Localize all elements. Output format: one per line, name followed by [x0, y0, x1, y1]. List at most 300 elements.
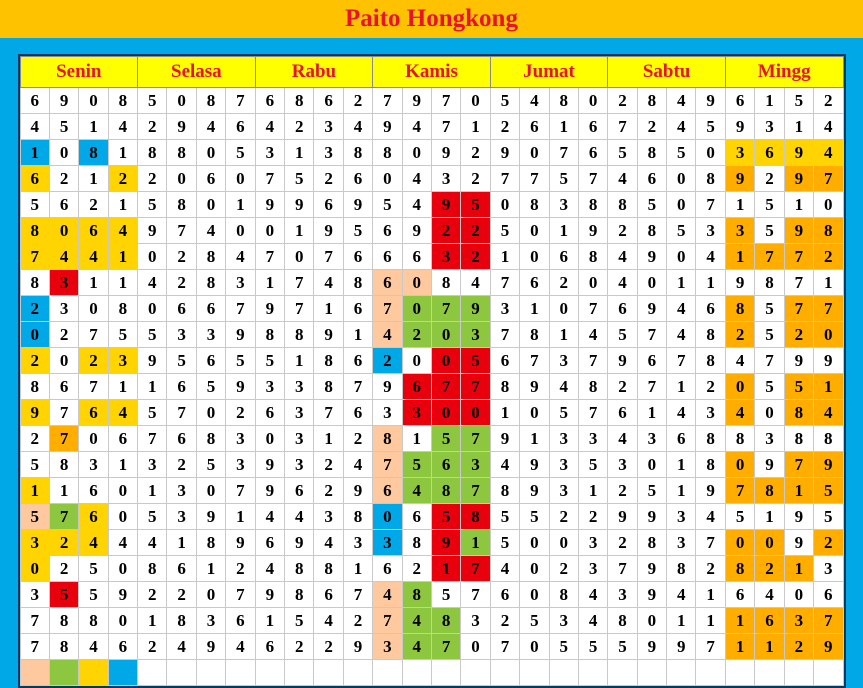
digit-cell: 6 — [255, 88, 284, 114]
digit-cell: 1 — [314, 426, 343, 452]
digit-cell: 9 — [402, 218, 431, 244]
digit-cell: 1 — [79, 270, 108, 296]
digit-cell: 6 — [226, 114, 255, 140]
digit-cell: 3 — [578, 530, 607, 556]
digit-cell: 8 — [549, 88, 578, 114]
digit-cell: 6 — [520, 114, 549, 140]
digit-cell: 1 — [667, 374, 696, 400]
digit-cell: 4 — [108, 114, 137, 140]
digit-cell: 7 — [226, 582, 255, 608]
digit-cell: 7 — [49, 400, 78, 426]
digit-cell: 7 — [20, 244, 49, 270]
digit-cell: 2 — [784, 322, 813, 348]
digit-cell: 0 — [637, 608, 666, 634]
digit-cell: 4 — [343, 114, 372, 140]
digit-cell: 4 — [255, 504, 284, 530]
digit-cell: 5 — [461, 192, 490, 218]
digit-cell: 6 — [520, 270, 549, 296]
digit-cell: 7 — [608, 556, 637, 582]
digit-cell: 2 — [79, 192, 108, 218]
digit-cell: 3 — [285, 374, 314, 400]
digit-cell: 5 — [667, 140, 696, 166]
digit-cell: 5 — [226, 348, 255, 374]
digit-cell: 5 — [608, 140, 637, 166]
digit-cell: 3 — [431, 166, 460, 192]
digit-cell: 5 — [196, 374, 225, 400]
digit-cell: 1 — [79, 166, 108, 192]
digit-cell: 7 — [461, 374, 490, 400]
digit-cell: 9 — [343, 634, 372, 660]
digit-cell: 7 — [20, 634, 49, 660]
digit-cell: 5 — [108, 322, 137, 348]
digit-cell: 6 — [402, 244, 431, 270]
digit-cell: 0 — [520, 244, 549, 270]
digit-cell: 9 — [343, 192, 372, 218]
digit-cell: 6 — [49, 374, 78, 400]
digit-cell: 3 — [226, 426, 255, 452]
digit-cell: 6 — [314, 192, 343, 218]
digit-cell: 8 — [108, 88, 137, 114]
digit-cell: 4 — [255, 114, 284, 140]
digit-cell: 0 — [196, 192, 225, 218]
digit-cell: 6 — [108, 426, 137, 452]
digit-cell: 5 — [373, 192, 402, 218]
digit-cell: 2 — [49, 556, 78, 582]
digit-cell: 8 — [637, 88, 666, 114]
digit-cell: 9 — [814, 452, 843, 478]
digit-cell: 2 — [167, 270, 196, 296]
digit-cell: 3 — [402, 400, 431, 426]
digit-cell: 9 — [637, 634, 666, 660]
digit-cell: 1 — [755, 504, 784, 530]
digit-cell: 3 — [578, 426, 607, 452]
digit-cell: 7 — [285, 270, 314, 296]
digit-cell: 6 — [373, 478, 402, 504]
digit-cell: 6 — [402, 374, 431, 400]
digit-cell: 8 — [696, 426, 725, 452]
digit-cell: 7 — [637, 374, 666, 400]
digit-cell: 2 — [608, 218, 637, 244]
digit-cell: 5 — [608, 322, 637, 348]
digit-cell: 2 — [138, 114, 167, 140]
digit-cell: 7 — [431, 88, 460, 114]
digit-cell: 5 — [138, 400, 167, 426]
digit-cell: 3 — [608, 452, 637, 478]
legend-swatch — [49, 660, 78, 686]
column-header-sabtu: Sabtu — [608, 57, 726, 88]
digit-cell: 6 — [79, 218, 108, 244]
digit-cell: 1 — [696, 270, 725, 296]
digit-cell: 2 — [608, 374, 637, 400]
digit-cell: 2 — [138, 634, 167, 660]
digit-cell: 4 — [667, 296, 696, 322]
digit-cell: 0 — [696, 140, 725, 166]
digit-cell: 4 — [608, 270, 637, 296]
digit-cell: 0 — [79, 426, 108, 452]
digit-cell: 7 — [814, 608, 843, 634]
digit-cell: 9 — [138, 218, 167, 244]
digit-cell: 0 — [784, 582, 813, 608]
digit-cell: 2 — [461, 218, 490, 244]
digit-cell: 8 — [549, 582, 578, 608]
digit-cell: 2 — [314, 634, 343, 660]
digit-cell: 7 — [226, 88, 255, 114]
digit-cell: 1 — [725, 634, 754, 660]
digit-cell: 3 — [461, 452, 490, 478]
digit-cell: 7 — [696, 634, 725, 660]
digit-cell: 1 — [725, 608, 754, 634]
digit-cell: 3 — [490, 296, 519, 322]
digit-cell: 2 — [549, 556, 578, 582]
digit-cell: 5 — [431, 504, 460, 530]
legend-empty-cell — [402, 660, 431, 686]
digit-cell: 3 — [784, 608, 813, 634]
digit-cell: 7 — [431, 374, 460, 400]
digit-cell: 1 — [20, 478, 49, 504]
digit-cell: 6 — [343, 244, 372, 270]
digit-cell: 7 — [49, 426, 78, 452]
digit-cell: 9 — [196, 634, 225, 660]
digit-cell: 2 — [755, 556, 784, 582]
digit-cell: 0 — [108, 556, 137, 582]
table-row — [20, 452, 843, 478]
table-body — [20, 88, 843, 686]
digit-cell: 4 — [814, 400, 843, 426]
digit-cell: 0 — [725, 452, 754, 478]
legend-empty-cell — [373, 660, 402, 686]
digit-cell: 0 — [667, 192, 696, 218]
digit-cell: 9 — [255, 296, 284, 322]
legend-empty-cell — [167, 660, 196, 686]
digit-cell: 3 — [373, 400, 402, 426]
digit-cell: 8 — [696, 322, 725, 348]
digit-cell: 0 — [20, 322, 49, 348]
digit-cell: 9 — [167, 114, 196, 140]
digit-cell: 9 — [255, 582, 284, 608]
digit-cell: 8 — [784, 426, 813, 452]
legend-row — [20, 660, 843, 686]
digit-cell: 8 — [285, 556, 314, 582]
digit-cell: 1 — [490, 244, 519, 270]
digit-cell: 8 — [314, 374, 343, 400]
digit-cell: 7 — [549, 140, 578, 166]
digit-cell: 4 — [490, 452, 519, 478]
digit-cell: 0 — [196, 582, 225, 608]
legend-empty-cell — [578, 660, 607, 686]
digit-cell: 7 — [373, 452, 402, 478]
digit-cell: 7 — [431, 114, 460, 140]
digit-cell: 0 — [520, 218, 549, 244]
digit-cell: 0 — [520, 140, 549, 166]
digit-cell: 6 — [20, 88, 49, 114]
digit-cell: 6 — [667, 426, 696, 452]
digit-cell: 0 — [431, 400, 460, 426]
digit-cell: 0 — [461, 88, 490, 114]
digit-cell: 7 — [138, 426, 167, 452]
digit-cell: 2 — [108, 166, 137, 192]
digit-cell: 0 — [725, 530, 754, 556]
digit-cell: 6 — [167, 296, 196, 322]
digit-cell: 2 — [814, 244, 843, 270]
digit-cell: 4 — [373, 582, 402, 608]
digit-cell: 6 — [255, 400, 284, 426]
digit-cell: 2 — [314, 478, 343, 504]
digit-cell: 9 — [255, 192, 284, 218]
digit-cell: 5 — [608, 634, 637, 660]
digit-cell: 4 — [667, 400, 696, 426]
digit-cell: 0 — [637, 452, 666, 478]
digit-cell: 0 — [255, 426, 284, 452]
digit-cell: 1 — [814, 374, 843, 400]
digit-cell: 8 — [79, 608, 108, 634]
table-row — [20, 296, 843, 322]
digit-cell: 4 — [578, 608, 607, 634]
digit-cell: 7 — [814, 166, 843, 192]
digit-cell: 0 — [402, 270, 431, 296]
digit-cell: 8 — [725, 556, 754, 582]
digit-cell: 1 — [667, 608, 696, 634]
digit-cell: 5 — [784, 374, 813, 400]
digit-cell: 2 — [784, 634, 813, 660]
digit-cell: 5 — [79, 556, 108, 582]
digit-cell: 0 — [373, 166, 402, 192]
digit-cell: 9 — [520, 452, 549, 478]
legend-empty-cell — [608, 660, 637, 686]
digit-cell: 8 — [49, 452, 78, 478]
digit-cell: 5 — [49, 582, 78, 608]
table-row — [20, 504, 843, 530]
digit-cell: 0 — [755, 530, 784, 556]
digit-cell: 6 — [167, 426, 196, 452]
digit-cell: 7 — [784, 244, 813, 270]
digit-cell: 6 — [196, 166, 225, 192]
digit-cell: 3 — [667, 504, 696, 530]
digit-cell: 0 — [549, 296, 578, 322]
digit-cell: 0 — [520, 556, 549, 582]
digit-cell: 6 — [755, 608, 784, 634]
digit-cell: 5 — [549, 166, 578, 192]
digit-cell: 3 — [549, 426, 578, 452]
digit-cell: 3 — [755, 426, 784, 452]
digit-cell: 0 — [79, 296, 108, 322]
digit-cell: 4 — [49, 244, 78, 270]
digit-cell: 6 — [637, 348, 666, 374]
digit-cell: 6 — [608, 296, 637, 322]
table-row — [20, 400, 843, 426]
legend-empty-cell — [461, 660, 490, 686]
digit-cell: 1 — [490, 400, 519, 426]
digit-cell: 1 — [226, 192, 255, 218]
digit-cell: 7 — [696, 192, 725, 218]
digit-cell: 2 — [226, 556, 255, 582]
digit-cell: 3 — [725, 218, 754, 244]
digit-cell: 6 — [343, 166, 372, 192]
digit-cell: 1 — [549, 114, 578, 140]
digit-cell: 4 — [20, 114, 49, 140]
digit-cell: 7 — [167, 400, 196, 426]
legend-empty-cell — [520, 660, 549, 686]
digit-cell: 9 — [637, 244, 666, 270]
digit-cell: 0 — [108, 608, 137, 634]
digit-cell: 3 — [226, 452, 255, 478]
digit-cell: 1 — [667, 452, 696, 478]
digit-cell: 7 — [608, 114, 637, 140]
digit-cell: 8 — [696, 452, 725, 478]
digit-cell: 4 — [755, 582, 784, 608]
legend-empty-cell — [490, 660, 519, 686]
digit-cell: 0 — [402, 140, 431, 166]
digit-cell: 7 — [784, 270, 813, 296]
digit-cell: 3 — [167, 322, 196, 348]
digit-cell: 1 — [755, 88, 784, 114]
digit-cell: 6 — [402, 504, 431, 530]
digit-cell: 2 — [696, 374, 725, 400]
digit-cell: 1 — [725, 192, 754, 218]
digit-cell: 2 — [814, 88, 843, 114]
digit-cell: 8 — [20, 374, 49, 400]
digit-cell: 3 — [49, 270, 78, 296]
digit-cell: 3 — [637, 426, 666, 452]
digit-cell: 0 — [725, 374, 754, 400]
digit-cell: 1 — [343, 556, 372, 582]
digit-cell: 1 — [314, 296, 343, 322]
digit-cell: 0 — [49, 140, 78, 166]
digit-cell: 8 — [696, 166, 725, 192]
digit-cell: 6 — [314, 88, 343, 114]
digit-cell: 4 — [108, 400, 137, 426]
table-row — [20, 478, 843, 504]
table-row — [20, 348, 843, 374]
digit-cell: 0 — [49, 348, 78, 374]
digit-cell: 7 — [637, 322, 666, 348]
digit-cell: 7 — [373, 296, 402, 322]
digit-cell: 7 — [373, 608, 402, 634]
table-row — [20, 582, 843, 608]
digit-cell: 9 — [196, 504, 225, 530]
digit-cell: 9 — [490, 140, 519, 166]
digit-cell: 6 — [490, 348, 519, 374]
digit-cell: 4 — [696, 244, 725, 270]
digit-cell: 2 — [20, 296, 49, 322]
digit-cell: 1 — [696, 608, 725, 634]
legend-empty-cell — [667, 660, 696, 686]
digit-cell: 0 — [490, 192, 519, 218]
digit-cell: 2 — [549, 270, 578, 296]
digit-cell: 1 — [402, 426, 431, 452]
digit-cell: 0 — [755, 400, 784, 426]
digit-cell: 5 — [20, 452, 49, 478]
digit-cell: 4 — [667, 88, 696, 114]
digit-cell: 8 — [49, 608, 78, 634]
digit-cell: 9 — [255, 452, 284, 478]
digit-cell: 1 — [20, 140, 49, 166]
legend-empty-cell — [343, 660, 372, 686]
digit-cell: 5 — [637, 192, 666, 218]
digit-cell: 9 — [814, 348, 843, 374]
digit-cell: 3 — [461, 608, 490, 634]
digit-cell: 5 — [226, 140, 255, 166]
digit-cell: 2 — [461, 244, 490, 270]
digit-cell: 9 — [520, 478, 549, 504]
digit-cell: 1 — [285, 218, 314, 244]
digit-cell: 6 — [314, 582, 343, 608]
digit-cell: 3 — [549, 452, 578, 478]
legend-empty-cell — [725, 660, 754, 686]
digit-cell: 3 — [314, 504, 343, 530]
digit-cell: 9 — [725, 114, 754, 140]
digit-cell: 5 — [637, 478, 666, 504]
digit-cell: 4 — [79, 530, 108, 556]
digit-cell: 1 — [549, 322, 578, 348]
digit-cell: 8 — [167, 140, 196, 166]
digit-cell: 7 — [343, 374, 372, 400]
digit-cell: 4 — [79, 634, 108, 660]
digit-cell: 7 — [343, 582, 372, 608]
column-header-selasa: Selasa — [138, 57, 256, 88]
digit-cell: 4 — [402, 166, 431, 192]
digit-cell: 3 — [814, 556, 843, 582]
digit-cell: 7 — [255, 244, 284, 270]
digit-cell: 4 — [725, 400, 754, 426]
digit-cell: 8 — [343, 270, 372, 296]
digit-cell: 1 — [814, 270, 843, 296]
digit-cell: 2 — [814, 530, 843, 556]
digit-cell: 0 — [79, 88, 108, 114]
digit-cell: 1 — [784, 556, 813, 582]
title-bar — [0, 0, 863, 40]
digit-cell: 8 — [343, 504, 372, 530]
digit-cell: 1 — [108, 374, 137, 400]
page-title: Paito Hongkong — [345, 5, 518, 32]
digit-cell: 5 — [490, 88, 519, 114]
table-row — [20, 140, 843, 166]
digit-cell: 3 — [373, 634, 402, 660]
digit-cell: 2 — [637, 114, 666, 140]
digit-cell: 7 — [373, 88, 402, 114]
digit-cell: 2 — [167, 244, 196, 270]
digit-cell: 3 — [608, 582, 637, 608]
digit-cell: 0 — [373, 504, 402, 530]
digit-cell: 8 — [431, 478, 460, 504]
digit-cell: 8 — [402, 530, 431, 556]
digit-cell: 5 — [138, 88, 167, 114]
digit-cell: 0 — [402, 348, 431, 374]
digit-cell: 4 — [314, 530, 343, 556]
table-row — [20, 192, 843, 218]
digit-cell: 3 — [343, 530, 372, 556]
digit-cell: 2 — [608, 88, 637, 114]
digit-cell: 9 — [490, 426, 519, 452]
digit-cell: 6 — [79, 478, 108, 504]
digit-cell: 9 — [784, 348, 813, 374]
digit-cell: 9 — [108, 582, 137, 608]
digit-cell: 9 — [226, 374, 255, 400]
digit-cell: 8 — [196, 270, 225, 296]
digit-cell: 5 — [402, 452, 431, 478]
digit-cell: 0 — [402, 296, 431, 322]
digit-cell: 8 — [285, 582, 314, 608]
digit-cell: 5 — [138, 504, 167, 530]
digit-cell: 1 — [637, 400, 666, 426]
digit-cell: 0 — [461, 400, 490, 426]
digit-cell: 9 — [696, 478, 725, 504]
digit-cell: 3 — [226, 270, 255, 296]
digit-cell: 9 — [725, 270, 754, 296]
digit-cell: 6 — [79, 504, 108, 530]
table-row — [20, 270, 843, 296]
digit-cell: 0 — [667, 244, 696, 270]
digit-cell: 1 — [784, 114, 813, 140]
